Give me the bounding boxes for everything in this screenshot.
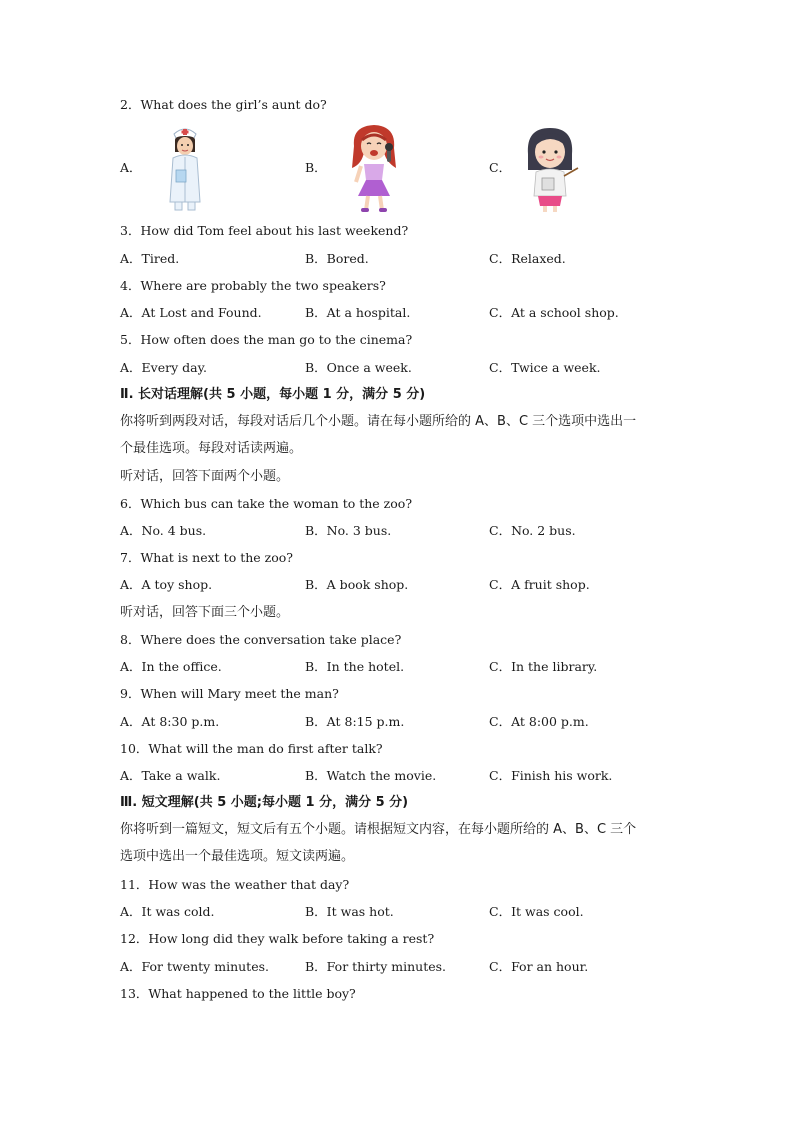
option-11a: A．It was cold. (120, 904, 215, 919)
option-8a: A．In the office. (120, 659, 222, 674)
option-10b: B．Watch the movie. (305, 768, 437, 783)
question-12: 12．How long did they walk before taking a rest? (120, 931, 435, 946)
option-4b: B．At a hospital. (305, 305, 411, 320)
option-8c: C．In the library. (489, 659, 598, 674)
option-9b: B．At 8:15 p.m. (305, 714, 405, 729)
option-2a-label: A． (120, 160, 142, 175)
question-6: 6．Which bus can take the woman to the zoo? (120, 496, 413, 511)
option-5c: C．Twice a week. (489, 360, 601, 375)
option-7a: A．A toy shop. (120, 577, 213, 592)
option-5b: B．Once a week. (305, 360, 412, 375)
section-3-heading: Ⅲ. 短文理解(共 5 小题;每小题 1 分，满分 5 分) (120, 795, 409, 810)
dialog-2-intro: 听对话，回答下面三个小题。 (120, 605, 290, 620)
question-8: 8．Where does the conversation take place? (120, 632, 402, 647)
question-5: 5．How often does the man go to the cinema? (120, 332, 413, 347)
option-3c: C．Relaxed. (489, 251, 566, 266)
option-6a: A．No. 4 bus. (120, 523, 207, 538)
question-13: 13．What happened to the little boy? (120, 986, 356, 1001)
option-5a: A．Every day. (120, 360, 207, 375)
option-7b: B．A book shop. (305, 577, 409, 592)
option-4a: A．At Lost and Found. (120, 305, 262, 320)
option-12b: B．For thirty minutes. (305, 959, 447, 974)
section-3-instruction-line-2: 选项中选出一个最佳选项。短文读两遍。 (120, 849, 355, 864)
option-3a: A．Tired. (120, 251, 180, 266)
option-10c: C．Finish his work. (489, 768, 613, 783)
question-10: 10．What will the man do first after talk? (120, 741, 383, 756)
question-9: 9．When will Mary meet the man? (120, 686, 339, 701)
option-7c: C．A fruit shop. (489, 577, 590, 592)
section-2-instruction-line-1: 你将听到两段对话，每段对话后几个小题。请在每小题所给的 A、B、C 三个选项中选出一 (120, 414, 637, 429)
option-6c: C．No. 2 bus. (489, 523, 576, 538)
question-7: 7．What is next to the zoo? (120, 550, 293, 565)
option-3b: B．Bored. (305, 251, 369, 266)
singer-image (346, 122, 402, 214)
option-9c: C．At 8:00 p.m. (489, 714, 589, 729)
option-2b-label: B． (305, 160, 327, 175)
option-4c: C．At a school shop. (489, 305, 619, 320)
option-10a: A．Take a walk. (120, 768, 221, 783)
question-4: 4．Where are probably the two speakers? (120, 278, 386, 293)
option-12a: A．For twenty minutes. (120, 959, 269, 974)
nurse-image (160, 124, 210, 214)
option-9a: A．At 8:30 p.m. (120, 714, 220, 729)
option-12c: C．For an hour. (489, 959, 589, 974)
option-8b: B．In the hotel. (305, 659, 405, 674)
section-2-heading: Ⅱ. 长对话理解(共 5 小题，每小题 1 分，满分 5 分) (120, 387, 426, 402)
question-3: 3．How did Tom feel about his last weekend? (120, 223, 409, 238)
option-6b: B．No. 3 bus. (305, 523, 392, 538)
option-11c: C．It was cool. (489, 904, 584, 919)
option-2c-label: C． (489, 160, 512, 175)
option-11b: B．It was hot. (305, 904, 394, 919)
question-2: 2．What does the girl’s aunt do? (120, 97, 327, 112)
teacher-image (520, 124, 584, 214)
question-11: 11．How was the weather that day? (120, 877, 350, 892)
dialog-1-intro: 听对话，回答下面两个小题。 (120, 469, 290, 484)
section-3-instruction-line-1: 你将听到一篇短文，短文后有五个小题。请根据短文内容，在每小题所给的 A、B、C 三个 (120, 822, 637, 837)
section-2-instruction-line-2: 个最佳选项。每段对话读两遍。 (120, 441, 303, 456)
